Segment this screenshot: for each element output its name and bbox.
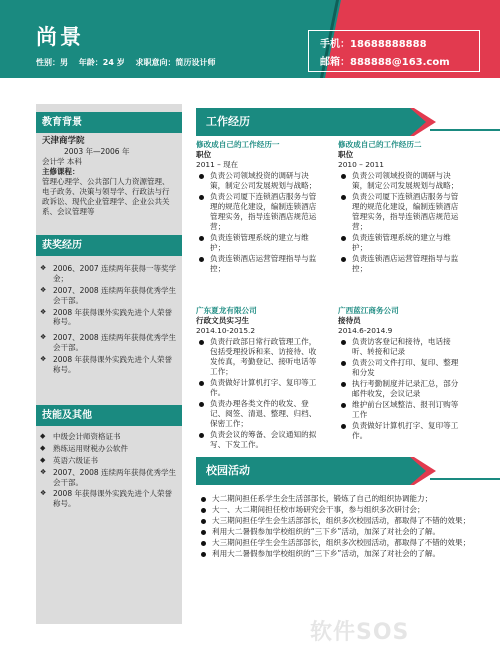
bullet-dot-icon (341, 424, 346, 429)
list-item: ◆ 熟练运用财税办公软件 (40, 443, 128, 453)
campus-list (198, 494, 490, 560)
bullet-dot-icon (199, 433, 204, 438)
list-item: 负责做好计算机打字、复印等工作。 (338, 421, 464, 441)
bullet-dot-icon (201, 552, 206, 557)
skills-heading: 技能及其他 (36, 405, 182, 426)
list-item: 负责公司领域投资的调研与决策，制定公司发展规划与战略； (338, 171, 464, 191)
awards-section (36, 235, 182, 377)
job-position: 接待员 (338, 316, 361, 326)
job-company: 广东夏龙有限公司 (196, 306, 257, 315)
email: 邮箱：888888@163.com (320, 57, 450, 68)
list-item: ❖ 2007、2008 连续两年获得优秀学生会干部。 (40, 467, 177, 487)
work-heading: 工作经历 (206, 115, 250, 128)
list-item: ❖ 2007、2008 连续两年获得优秀学生会干部。 (40, 285, 177, 305)
list-item: 利用大二暑假参加学校组织的“三下乡”活动，加深了对社会的了解。 (198, 549, 490, 559)
bullet-dot-icon (199, 257, 204, 262)
list-item: 大二期间担任系学生会生活部部长，锻炼了自己的组织协调能力； (198, 494, 490, 504)
list-item: ◆ 英语六级证书 (40, 455, 98, 465)
list-item: 负责公司领域投资的调研与决策，制定公司发展规划与战略； (196, 171, 322, 191)
education-body (36, 133, 182, 216)
list-item: 大一、大二期间担任校市场研究会干事，参与组织多次研讨会； (198, 505, 490, 515)
diamond-outline-icon: ❖ (40, 333, 47, 342)
bullet-dot-icon (199, 195, 204, 200)
job-entry (338, 140, 464, 275)
list-item: 大三期间担任学生会生活部部长，组织多次校园活动，都取得了不错的效果； (198, 538, 490, 548)
bullet-dot-icon (199, 402, 204, 407)
campus-heading: 校园活动 (206, 464, 250, 477)
bullet-dot-icon (199, 174, 204, 179)
candidate-name: 尚景 (36, 25, 84, 49)
list-item: 负责办理各类文件的收发、登记、阅签、清退、整理、归档、保密工作； (196, 399, 322, 429)
job-position: 职位 (338, 150, 354, 160)
bullet-dot-icon (201, 508, 206, 513)
education-period: 2003 年—2006 年 (64, 147, 130, 157)
list-item: 负责会议的筹备、会议通知的拟写、下发工作。 (196, 430, 322, 450)
bullet-dot-icon (199, 340, 204, 345)
list-item: 负责公司厦下连锁酒店服务与管理的规范化建设，编制连锁酒店管理实务，指导连锁酒店规范运营； (196, 192, 322, 232)
list-item: 执行考勤制度并记录汇总，部分邮件收发，会议记录 (338, 379, 464, 399)
diamond-outline-icon: ❖ (40, 355, 47, 364)
heading-rule (430, 129, 500, 131)
list-item: 负责行政部日常行政管理工作，包括受理投诉和来、访接待、收发传真，考勤登记、接听电话等工作； (196, 337, 322, 377)
bullet-dot-icon (199, 236, 204, 241)
job-duties (196, 171, 322, 274)
list-item: ❖ 2008 年获得课外实践先进个人荣誉称号。 (40, 355, 172, 375)
job-intent: 求职意向：简历设计师 (135, 58, 216, 67)
bullet-dot-icon (341, 361, 346, 366)
education-major: 会计学 本科 (42, 157, 82, 167)
list-item: 大三期间担任学生会生活部部长，组织多次校园活动，都取得了不错的效果； (198, 516, 490, 526)
job-period: 2011 – 现在 (196, 160, 238, 170)
job-company: 修改成自己的工作经历二 (338, 140, 422, 149)
list-item: 负责公司文件打印、复印、整理和分发 (338, 358, 464, 378)
diamond-filled-icon: ◆ (40, 432, 46, 440)
diamond-outline-icon: ❖ (40, 264, 47, 272)
diamond-filled-icon: ◆ (40, 455, 46, 464)
job-duties (338, 337, 464, 441)
diamond-outline-icon: ❖ (40, 489, 47, 498)
education-heading: 教育背景 (36, 112, 182, 133)
job-company: 修改成自己的工作经历一 (196, 140, 280, 149)
job-duties (338, 171, 464, 274)
list-item: ❖ 2008 年获得课外实践先进个人荣誉称号。 (40, 489, 172, 509)
education-section (36, 112, 182, 216)
work-heading-banner (196, 108, 436, 136)
bullet-dot-icon (201, 530, 206, 535)
list-item: 负责连锁管理系统的建立与维护； (338, 233, 464, 253)
job-period: 2014.10-2015.2 (196, 326, 256, 336)
job-company: 广西蓝江商务公司 (338, 306, 399, 315)
awards-list (36, 256, 182, 375)
list-item: 负责连锁酒店运营管理指导与监控； (338, 254, 464, 274)
skills-section (36, 405, 182, 511)
bullet-dot-icon (201, 519, 206, 524)
list-item: 负责连锁酒店运营管理指导与监控； (196, 254, 322, 274)
diamond-outline-icon: ❖ (40, 307, 47, 316)
job-period: 2010 – 2011 (338, 160, 385, 170)
bullet-dot-icon (341, 174, 346, 179)
bullet-dot-icon (341, 403, 346, 408)
job-duties (196, 337, 322, 450)
list-item: ❖ 2006、2007 连续两年获得一等奖学金； (40, 264, 177, 283)
list-item: 负责做好计算机打字、复印等工作。 (196, 378, 322, 398)
job-entry (338, 306, 464, 442)
list-item: 负责连锁管理系统的建立与维护； (196, 233, 322, 253)
list-item: 维护前台区域整洁、报刊订购等工作 (338, 400, 464, 420)
diamond-outline-icon: ❖ (40, 285, 47, 294)
bullet-dot-icon (201, 497, 206, 502)
bullet-dot-icon (341, 382, 346, 387)
bullet-dot-icon (341, 236, 346, 241)
list-item: ◆ 中级会计师资格证书 (40, 432, 121, 441)
job-entry (196, 306, 322, 451)
age: 年龄：24 岁 (78, 58, 125, 67)
campus-heading-banner (196, 457, 436, 485)
skills-list (36, 426, 182, 509)
job-period: 2014.6-2014.9 (338, 326, 393, 336)
bullet-dot-icon (341, 195, 346, 200)
school-name: 天津商学院 (42, 136, 85, 146)
bullet-dot-icon (341, 257, 346, 262)
bullet-dot-icon (201, 541, 206, 546)
courses-label: 主修课程： (42, 167, 80, 176)
awards-heading: 获奖经历 (36, 235, 182, 256)
gender: 性别：男 (36, 58, 68, 67)
diamond-filled-icon: ◆ (40, 443, 46, 452)
list-item: 负责公司厦下连锁酒店服务与管理的规范化建设，编制连锁酒店管理实务，指导连锁酒店规范运营； (338, 192, 464, 232)
list-item: ❖ 2008 年获得课外实践先进个人荣誉称号。 (40, 307, 172, 327)
heading-rule (430, 478, 500, 480)
job-entry (196, 140, 322, 275)
job-position: 行政文员实习生 (196, 316, 250, 326)
list-item: 利用大二暑假参加学校组织的“三下乡”活动，加深了对社会的了解。 (198, 527, 490, 537)
personal-info-line (36, 58, 224, 69)
phone: 手机：18688888888 (320, 39, 427, 50)
bullet-dot-icon (199, 381, 204, 386)
bullet-dot-icon (341, 340, 346, 345)
list-item: ❖ 2007、2008 连续两年获得优秀学生会干部。 (40, 333, 177, 353)
diamond-outline-icon: ❖ (40, 467, 47, 476)
job-position: 职位 (196, 150, 212, 160)
watermark: 软件SOS (310, 620, 410, 645)
list-item: 负责访客登记和接待，电话接听、转接和记录 (338, 337, 464, 357)
courses-text: 管理心理学、公共部门人力资源管理、电子政务、决策与领导学、行政法与行政诉讼、现代企业管理学、企业公共关系、会议管理等 (42, 176, 170, 216)
